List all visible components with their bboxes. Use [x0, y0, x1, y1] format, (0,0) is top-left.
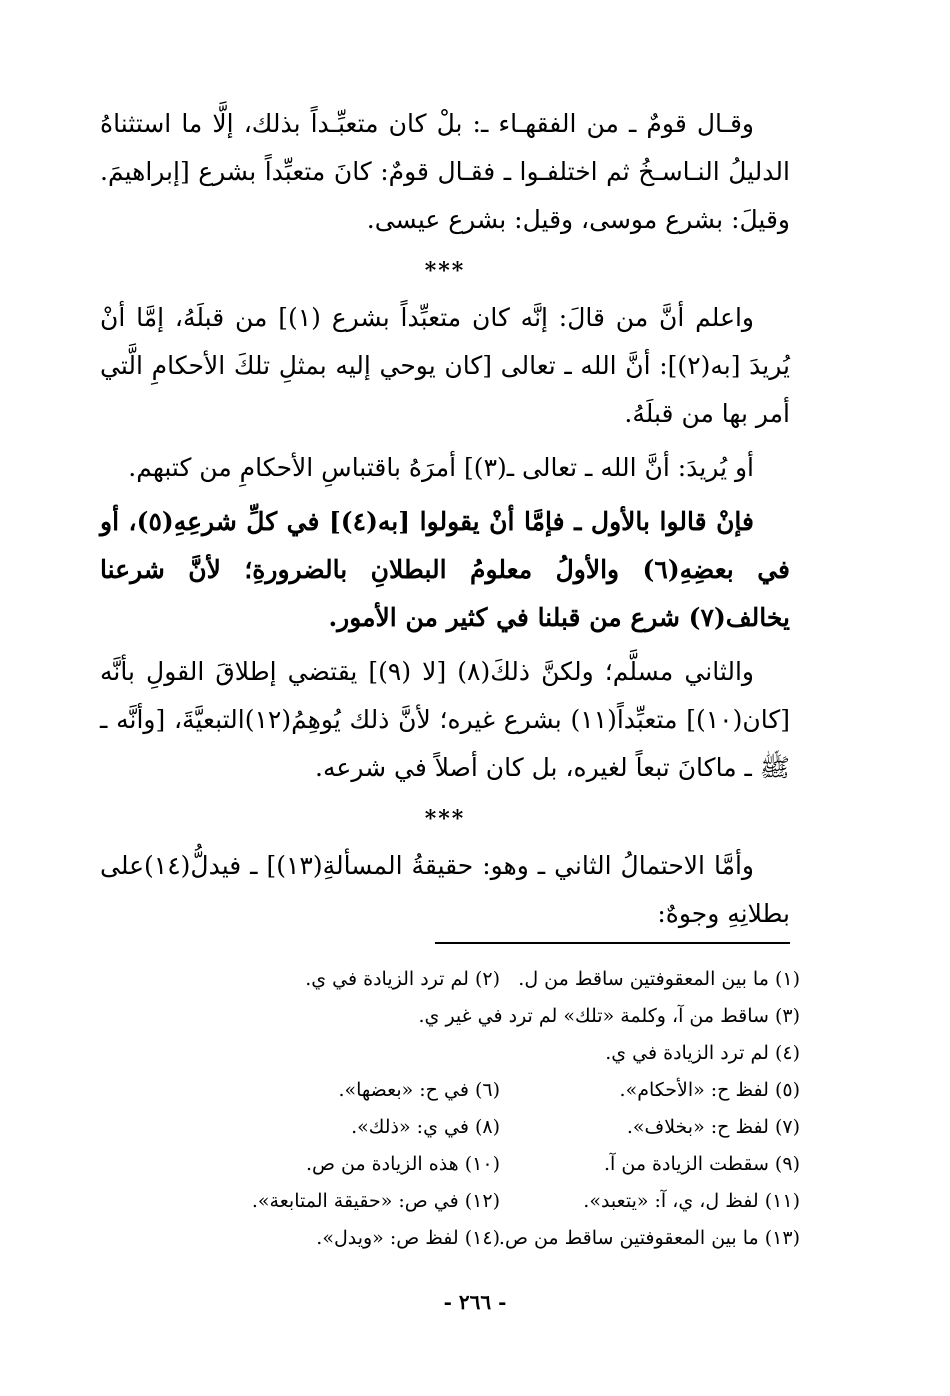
footnote: (٩) سقطت الزيادة من آ. [604, 1153, 800, 1175]
footnote: (٤) لم ترد الزيادة في ي. [605, 1042, 800, 1064]
footnote-row [200, 1073, 800, 1110]
footnote: (٣) ساقط من آ، وكلمة «تلك» لم ترد في غير ي. [418, 1005, 800, 1027]
paragraph: والثاني مسلَّم؛ ولكنَّ ذلكَ(٨) [لا (٩)] يقتضي إطلاقَ القولِ بأنَّه [كان(١٠)] متعبِّداً(١١) بشرع غيره؛ لأنَّ ذلك يُوهِمُ(١٢)التبعيَّةَ، [وأنَّه ـ ﷺ ـ ماكانَ تبعاً لغيره، بل كان أصلاً في شرعه. [100, 657, 790, 782]
paragraph: وأمَّا الاحتمالُ الثاني ـ وهو: حقيقةُ المسألةِ(١٣)] ـ فيدلُّ(١٤)على بطلانِهِ وجوهٌ: [100, 851, 790, 928]
footnote: (١) ما بين المعقوفتين ساقط من ل. [518, 968, 800, 990]
paragraph: واعلم أنَّ من قالَ: إنَّه كان متعبِّداً بشرع (١)] من قبلَهُ، إمَّا أنْ يُريدَ [به(٢)]: أنَّ الله ـ تعالى [كان يوحي إليه بمثلِ تلكَ الأحكامِ الَّتي أمر بها من قبلَهُ. [100, 303, 790, 428]
footnote-row [200, 1110, 800, 1147]
footnote: (٧) لفظ ح: «بخلاف». [626, 1116, 800, 1138]
footnote: (١٤) لفظ ص: «ويدل». [316, 1227, 500, 1249]
footnote: (٥) لفظ ح: «الأحكام». [619, 1079, 800, 1101]
footnote: (١٠) هذه الزيادة من ص. [305, 1153, 500, 1175]
page-number: - ٢٦٦ - [443, 1290, 507, 1314]
footnote-row [200, 999, 800, 1036]
footnote: (٢) لم ترد الزيادة في ي. [305, 968, 500, 990]
footnotes [200, 962, 800, 1258]
footnote-row [200, 1184, 800, 1221]
footnote: (٦) في ح: «بعضها». [338, 1079, 500, 1101]
separator: *** [424, 258, 466, 284]
footnote: (٨) في ي: «ذلك». [351, 1116, 500, 1138]
footnote-row [200, 962, 800, 999]
footnote: (١٢) في ص: «حقيقة المتابعة». [251, 1190, 500, 1212]
paragraph: وقـال قومٌ ـ من الفقهـاء ـ: بلْ كان متعبِّـداً بذلك، إلَّا ما استثناهُ الدليلُ النـاسـخُ ثم اختلفـوا ـ فقـال قومٌ: كانَ متعبِّداً بشرع [إبراهيمَ. وقيلَ: بشرع موسى، وقيل: بشرع عيسى. [100, 109, 790, 234]
paragraph: أو يُريدَ: أنَّ الله ـ تعالى ـ(٣)] أمرَهُ باقتباسِ الأحكامِ من كتبهم. [128, 453, 754, 482]
footnote: (١٣) ما بين المعقوفتين ساقط من ص. [498, 1227, 800, 1249]
footnote: (١١) لفظ ل، ي، آ: «يتعبد». [583, 1190, 800, 1212]
footnote-divider [435, 942, 790, 944]
footnote-row [200, 1147, 800, 1184]
footnote-row [200, 1036, 800, 1073]
main-text [100, 100, 790, 944]
separator: *** [424, 806, 466, 832]
footnote-row [200, 1221, 800, 1258]
paragraph: فإنْ قالوا بالأول ـ فإمَّا أنْ يقولوا [به(٤)] في كلِّ شرعِهِ(٥)، أو في بعضِهِ(٦) والأولُ معلومُ البطلانِ بالضرورةِ؛ لأنَّ شرعنا يخالف(٧) شرع من قبلنا في كثير من الأمور. [100, 507, 791, 632]
